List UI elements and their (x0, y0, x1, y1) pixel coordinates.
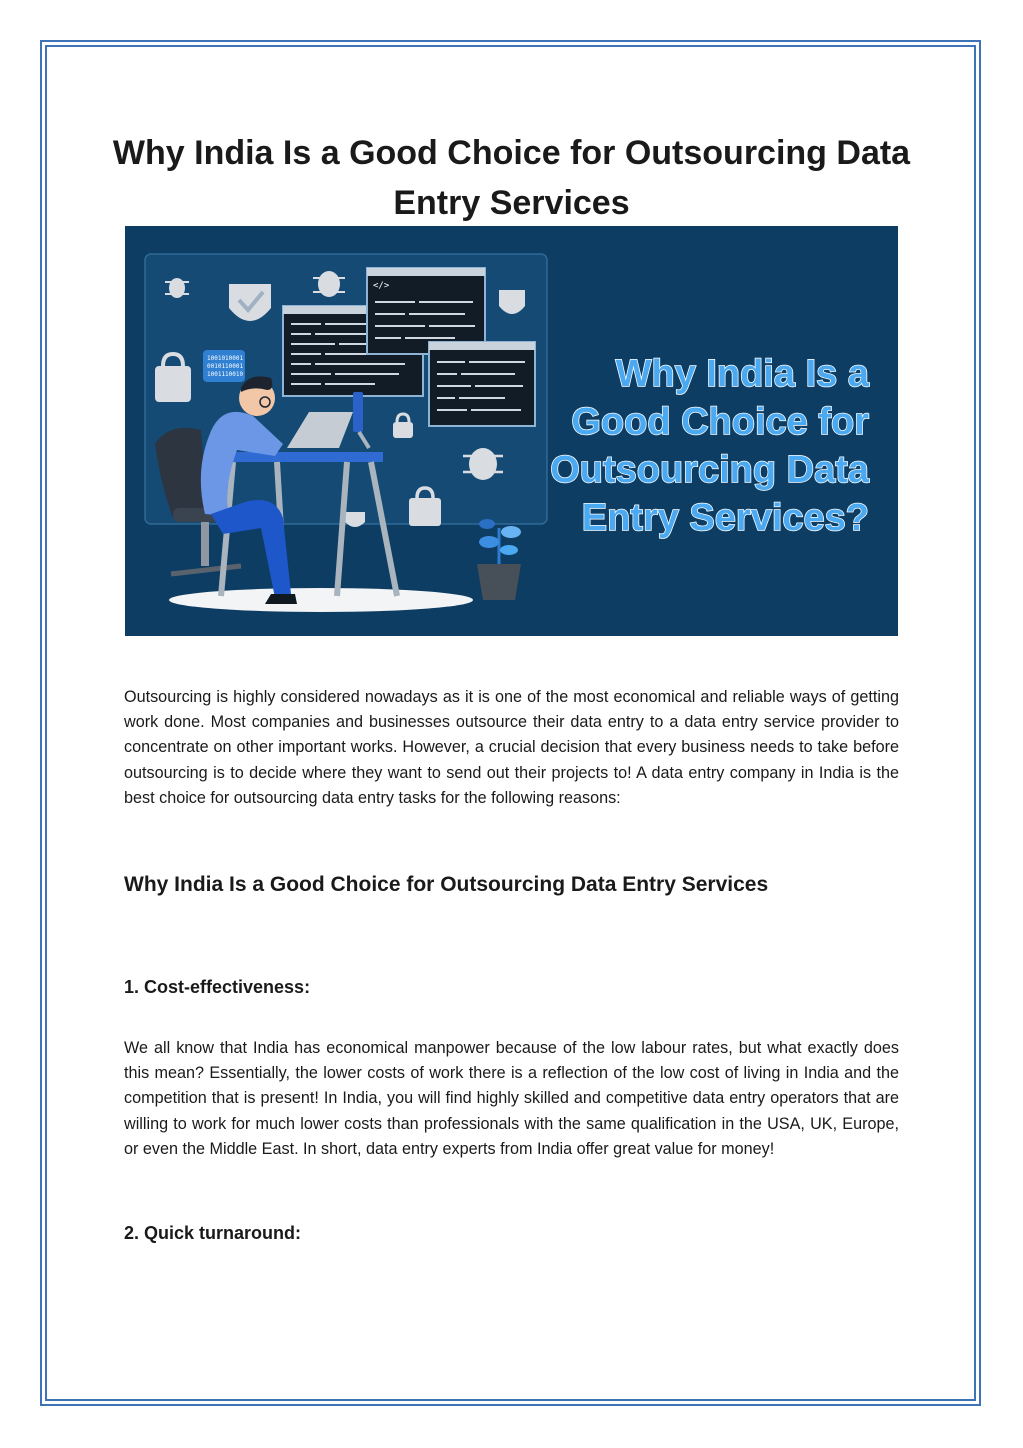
svg-text:1001010001: 1001010001 (207, 355, 244, 362)
document-title: Why India Is a Good Choice for Outsourcing Data Entry Services (112, 134, 911, 222)
banner-heading-line-2: Good Choice for (571, 401, 869, 443)
code-tag-text: </> (373, 281, 390, 291)
point-heading: 2. Quick turnaround: (124, 1223, 302, 1243)
intro-paragraph: Outsourcing is highly considered nowadays as it is one of the most economical and reliable ways of getting work done. Most companies and businesses outsource their data entry to a data entry service provider to concentrate on other important works. However, a crucial decision that every business needs to take before outsourcing is to decide where they want to send out their projects to! A data entry company in India is the best choice for outsourcing data entry tasks for the following reasons: (124, 688, 899, 807)
banner-heading-line-3: Outsourcing Data (550, 449, 869, 491)
monitor (353, 392, 363, 432)
banner-heading-line-4: Entry Services? (581, 497, 869, 539)
svg-text:0010110001: 0010110001 (207, 363, 244, 370)
floor-shadow (169, 588, 473, 612)
code-window (429, 342, 535, 426)
svg-text:1001110010: 1001110010 (207, 371, 244, 378)
potted-plant (477, 519, 521, 600)
section-heading: Why India Is a Good Choice for Outsourcing Data Entry Services (124, 873, 769, 896)
banner-heading-line-1: Why India Is a (615, 353, 869, 395)
banner-image (125, 226, 898, 636)
point-body: We all know that India has economical manpower because of the low labour rates, but what exactly does this mean? Essentially, the lower costs of work there is a reflection of the low cost of living in India and the competition that is present! In India, you will find highly skilled and competitive data entry operators that are willing to work for much lower costs than professionals with the same qualification in the USA, UK, Europe, or even the Middle East. In short, data entry experts from India offer great value for money! (124, 1039, 899, 1158)
binary-bubble (203, 350, 245, 382)
point-heading: 1. Cost-effectiveness: (124, 977, 311, 997)
